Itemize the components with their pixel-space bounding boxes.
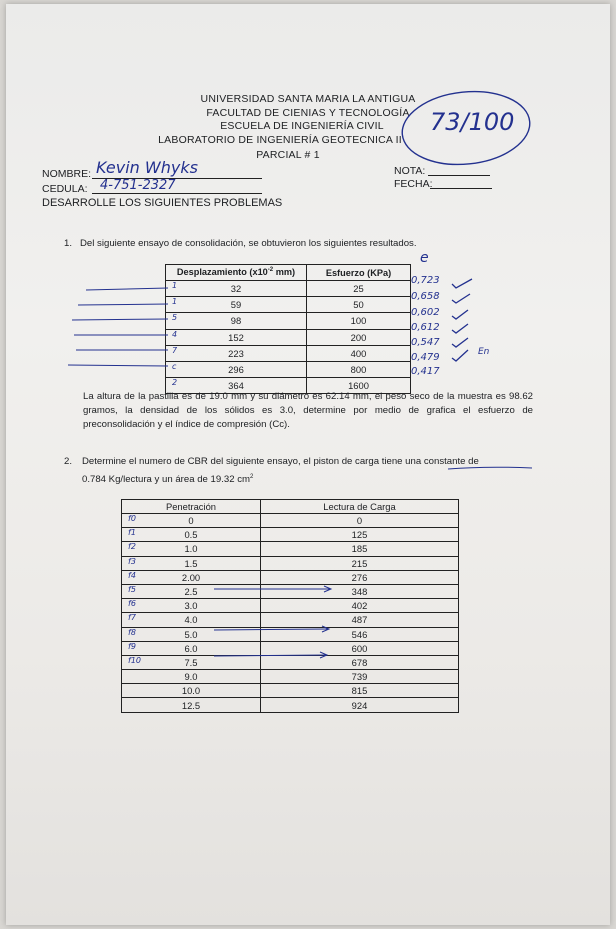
checkmarks: [448, 274, 488, 374]
table-row: f1 0.5 125: [122, 528, 459, 542]
handwritten-underline: [446, 466, 536, 472]
exam-title: PARCIAL # 1: [256, 149, 320, 161]
table-row: f10 7.5 678: [122, 655, 459, 669]
e-value: 0,723: [411, 275, 440, 286]
table-row: 5 98 100: [166, 313, 411, 329]
table-row: 2 364 1600: [166, 378, 411, 394]
e-value: 0,417: [411, 366, 440, 377]
col-esfuerzo: Esfuerzo (KPa): [307, 265, 411, 281]
fecha-line: [430, 188, 492, 189]
problem1-text: Del siguiente ensayo de consolidación, se obtuvieron los siguientes resultados.: [80, 238, 417, 249]
e-value: 0,547: [411, 337, 440, 348]
table-row: c 296 800: [166, 361, 411, 377]
nota-label: NOTA:: [394, 165, 426, 177]
problem1-paragraph: La altura de la pastilla es de 19.0 mm y su diámetro es 62.14 mm, el peso seco de la muestra es 98.62 gramos, la densidad de los sólidos es 3.0, determine por medio de grafica el esfuerzo de preconsolidación y el índice de compresión (Cc).: [83, 391, 533, 430]
table-row: f4 2.00 276: [122, 570, 459, 584]
e-value: 0,658: [411, 291, 440, 302]
nota-line: [428, 175, 490, 176]
table-row: f0 0 0: [122, 514, 459, 528]
e-label: e: [420, 250, 429, 266]
table-row: 12.5 924: [122, 698, 459, 712]
id-line: [92, 193, 262, 194]
e-value: 0,612: [411, 322, 440, 333]
col-desplazamiento: Desplazamiento ($x10^{-2}$ mm): [166, 265, 307, 281]
table-row: 1 32 25: [166, 281, 411, 297]
handwritten-arrows: [210, 580, 340, 660]
instructions: DESARROLLE LOS SIGUIENTES PROBLEMAS: [42, 197, 283, 209]
extra-mark: En: [478, 347, 490, 357]
table-row: 9.0 739: [122, 670, 459, 684]
problem2-text-a: Determine el numero de CBR del siguiente ensayo, el piston de carga tiene una constante de: [82, 456, 479, 467]
id-value: 4-751-2327: [100, 178, 176, 193]
table-row: 7 223 400: [166, 345, 411, 361]
id-label: CEDULA:: [42, 183, 88, 195]
col-lectura: Lectura de Carga: [261, 500, 459, 514]
col-penetracion: Penetración: [122, 500, 261, 514]
problem2-number: 2.: [64, 456, 73, 467]
problem2-text-b: 0.784 Kg/lectura y un área de 19.32 $cm^2$: [82, 474, 254, 486]
consolidation-table: [165, 264, 411, 394]
name-value: Kevin Whyks: [96, 158, 198, 177]
table-row: 4 152 200: [166, 329, 411, 345]
table-row: f2 1.0 185: [122, 542, 459, 556]
table-row: f3 1.5 215: [122, 556, 459, 570]
table-row: f5 2.5 348: [122, 584, 459, 598]
faculty-name: FACULTAD DE CIENIAS Y TECNOLOGÍA: [206, 107, 410, 119]
table-row: f8 5.0 546: [122, 627, 459, 641]
school-name: ESCUELA DE INGENIERÍA CIVIL: [220, 120, 384, 132]
university-name: UNIVERSIDAD SANTA MARIA LA ANTIGUA: [200, 93, 416, 105]
handwritten-lines: [60, 280, 170, 380]
e-value: 0,479: [411, 352, 440, 363]
name-label: NOMBRE:: [42, 168, 92, 180]
table-row: f6 3.0 402: [122, 599, 459, 613]
problem1-number: 1.: [64, 238, 73, 249]
lab-name: LABORATORIO DE INGENIERÍA GEOTECNICA II: [158, 134, 402, 146]
table-row: f9 6.0 600: [122, 641, 459, 655]
score-value: 73/100: [430, 108, 515, 136]
e-value: 0,602: [411, 307, 440, 318]
table-row: 1 59 50: [166, 297, 411, 313]
table-row: 10.0 815: [122, 684, 459, 698]
table-row: f7 4.0 487: [122, 613, 459, 627]
fecha-label: FECHA:: [394, 178, 433, 190]
